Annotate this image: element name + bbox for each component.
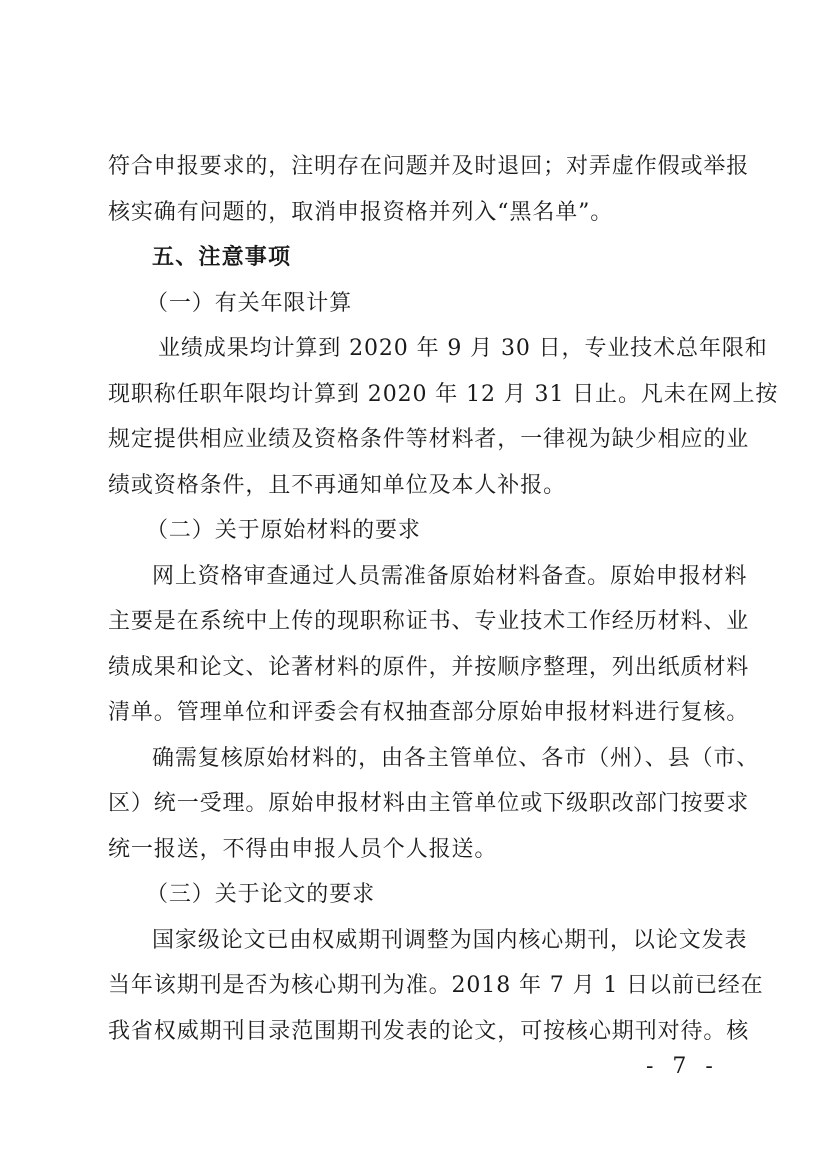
paragraph-line: 统一报送，不得由申报人员个人报送。 bbox=[108, 837, 498, 862]
paragraph-line: 绩成果和论文、论著材料的原件，并按顺序整理，列出纸质材料 bbox=[108, 655, 750, 680]
subsection-heading: （一）有关年限计算 bbox=[146, 291, 353, 316]
paragraph-line: 区）统一受理。原始申报材料由主管单位或下级职改部门按要求 bbox=[108, 791, 750, 816]
section-heading: 五、注意事项 bbox=[152, 245, 292, 270]
paragraph-line: 网上资格审查通过人员需准备原始材料备查。原始申报材料 bbox=[152, 564, 748, 589]
paragraph-line: 当年该期刊是否为核心期刊为准。2018 年 7 月 1 日以前已经在 bbox=[108, 973, 764, 998]
paragraph-line: 我省权威期刊目录范围期刊发表的论文，可按核心期刊对待。核 bbox=[108, 1019, 750, 1044]
paragraph-line: 主要是在系统中上传的现职称证书、专业技术工作经历材料、业 bbox=[108, 609, 750, 634]
page-number: - 7 - bbox=[646, 1054, 719, 1079]
subsection-heading: （三）关于论文的要求 bbox=[146, 882, 376, 907]
paragraph-line: 核实确有问题的，取消申报资格并列入“黑名单”。 bbox=[108, 200, 614, 225]
paragraph-line: 现职称任职年限均计算到 2020 年 12 月 31 日止。凡未在网上按 bbox=[108, 382, 779, 407]
subsection-heading: （二）关于原始材料的要求 bbox=[146, 518, 421, 543]
paragraph-line: 规定提供相应业绩及资格条件等材料者，一律视为缺少相应的业 bbox=[108, 427, 750, 452]
paragraph-line: 绩或资格条件，且不再通知单位及本人补报。 bbox=[108, 473, 567, 498]
paragraph-line: 国家级论文已由权威期刊调整为国内核心期刊，以论文发表 bbox=[152, 928, 748, 953]
paragraph-line: 清单。管理单位和评委会有权抽查部分原始申报材料进行复核。 bbox=[108, 700, 750, 725]
paragraph-line: 业绩成果均计算到 2020 年 9 月 30 日，专业技术总年限和 bbox=[158, 336, 768, 361]
paragraph-line: 确需复核原始材料的，由各主管单位、各市（州）、县（市、 bbox=[152, 746, 760, 771]
paragraph-line: 符合申报要求的，注明存在问题并及时退回；对弄虚作假或举报 bbox=[108, 154, 750, 179]
